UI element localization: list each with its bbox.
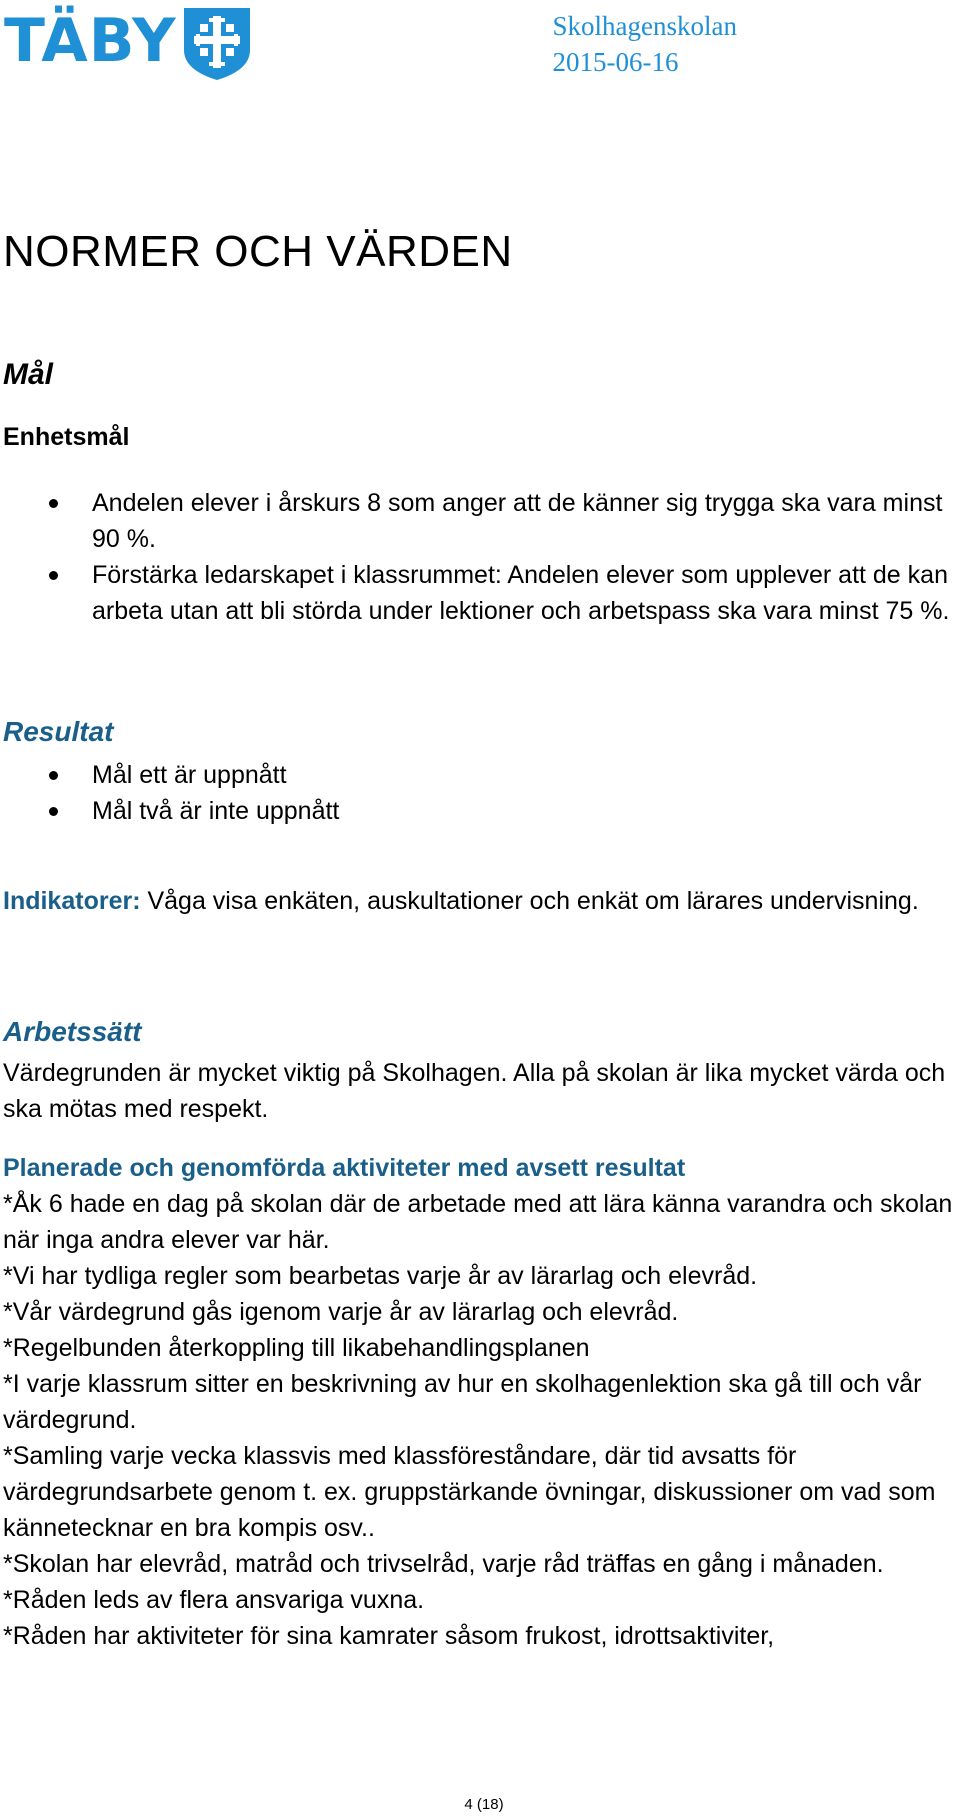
school-name: Skolhagenskolan (552, 11, 737, 41)
methods-text: Värdegrunden är mycket viktig på Skolhagen. Alla på skolan är lika mycket värda och ska mötas med respekt. (3, 1059, 946, 1123)
bullet-icon (49, 499, 58, 508)
activity-item: *Vi har tydliga regler som bearbetas varje år av lärarlag och elevråd. (3, 1262, 758, 1290)
list-item (0, 757, 960, 793)
goals-list (0, 485, 960, 629)
activity-item: *Råden leds av flera ansvariga vuxna. (3, 1586, 425, 1614)
activity-item: *Vår värdegrund gås igenom varje år av lärarlag och elevråd. (3, 1298, 679, 1326)
taby-shield-icon (182, 6, 252, 82)
activity-item: *Regelbunden återkoppling till likabehandlingsplanen (3, 1334, 590, 1362)
list-item (0, 793, 960, 829)
document-date: 2015-06-16 (552, 47, 679, 77)
bullet-icon (49, 571, 58, 580)
taby-logo-text: TÄBY (4, 6, 177, 76)
activities-heading: Planerade och genomförda aktiviteter med avsett resultat (3, 1154, 686, 1182)
result-text: Mål ett är uppnått (92, 761, 287, 789)
header-meta (553, 8, 737, 80)
bullet-icon (49, 807, 58, 816)
page-footer (0, 1796, 960, 1813)
result-heading: Resultat (3, 716, 114, 747)
activity-item: *Åk 6 hade en dag på skolan där de arbetade med att lära känna varandra och skolan när inga andra elever var här. (3, 1190, 953, 1254)
result-text: Mål två är inte uppnått (92, 797, 340, 825)
indicators-paragraph (3, 883, 953, 919)
goal-text: Förstärka ledarskapet i klassrummet: Andelen elever som upplever att de kan arbeta utan att bli störda under lektioner och arbetspass ska vara minst 75 %. (92, 561, 950, 625)
goals-heading: Mål (3, 358, 54, 391)
bullet-icon (49, 771, 58, 780)
methods-heading: Arbetssätt (3, 1016, 142, 1047)
page-number: 4 (18) (464, 1796, 504, 1813)
page-header (0, 0, 960, 90)
activity-item: *I varje klassrum sitter en beskrivning av hur en skolhagenlektion ska gå till och vår värdegrund. (3, 1370, 922, 1434)
result-list (0, 757, 960, 829)
unit-goals-subheading: Enhetsmål (3, 423, 130, 451)
activity-item: *Skolan har elevråd, matråd och trivselråd, varje råd träffas en gång i månaden. (3, 1550, 884, 1578)
indicators-text: Våga visa enkäten, auskultationer och enkät om lärares undervisning. (140, 887, 919, 915)
list-item (0, 485, 960, 557)
page-title: NORMER OCH VÄRDEN (3, 227, 513, 276)
activities-list (3, 1186, 953, 1654)
indicators-label: Indikatorer: (3, 887, 141, 915)
list-item (0, 557, 960, 629)
activity-item: *Råden har aktiviteter för sina kamrater såsom frukost, idrottsaktiviter, (3, 1622, 775, 1650)
activity-item: *Samling varje vecka klassvis med klassföreståndare, där tid avsatts för värdegrundsarbete genom t. ex. gruppstärkande övningar, diskussioner om vad som kännetecknar en bra kompis osv.. (3, 1442, 936, 1542)
goal-text: Andelen elever i årskurs 8 som anger att de känner sig trygga ska vara minst 90 %. (92, 489, 943, 553)
